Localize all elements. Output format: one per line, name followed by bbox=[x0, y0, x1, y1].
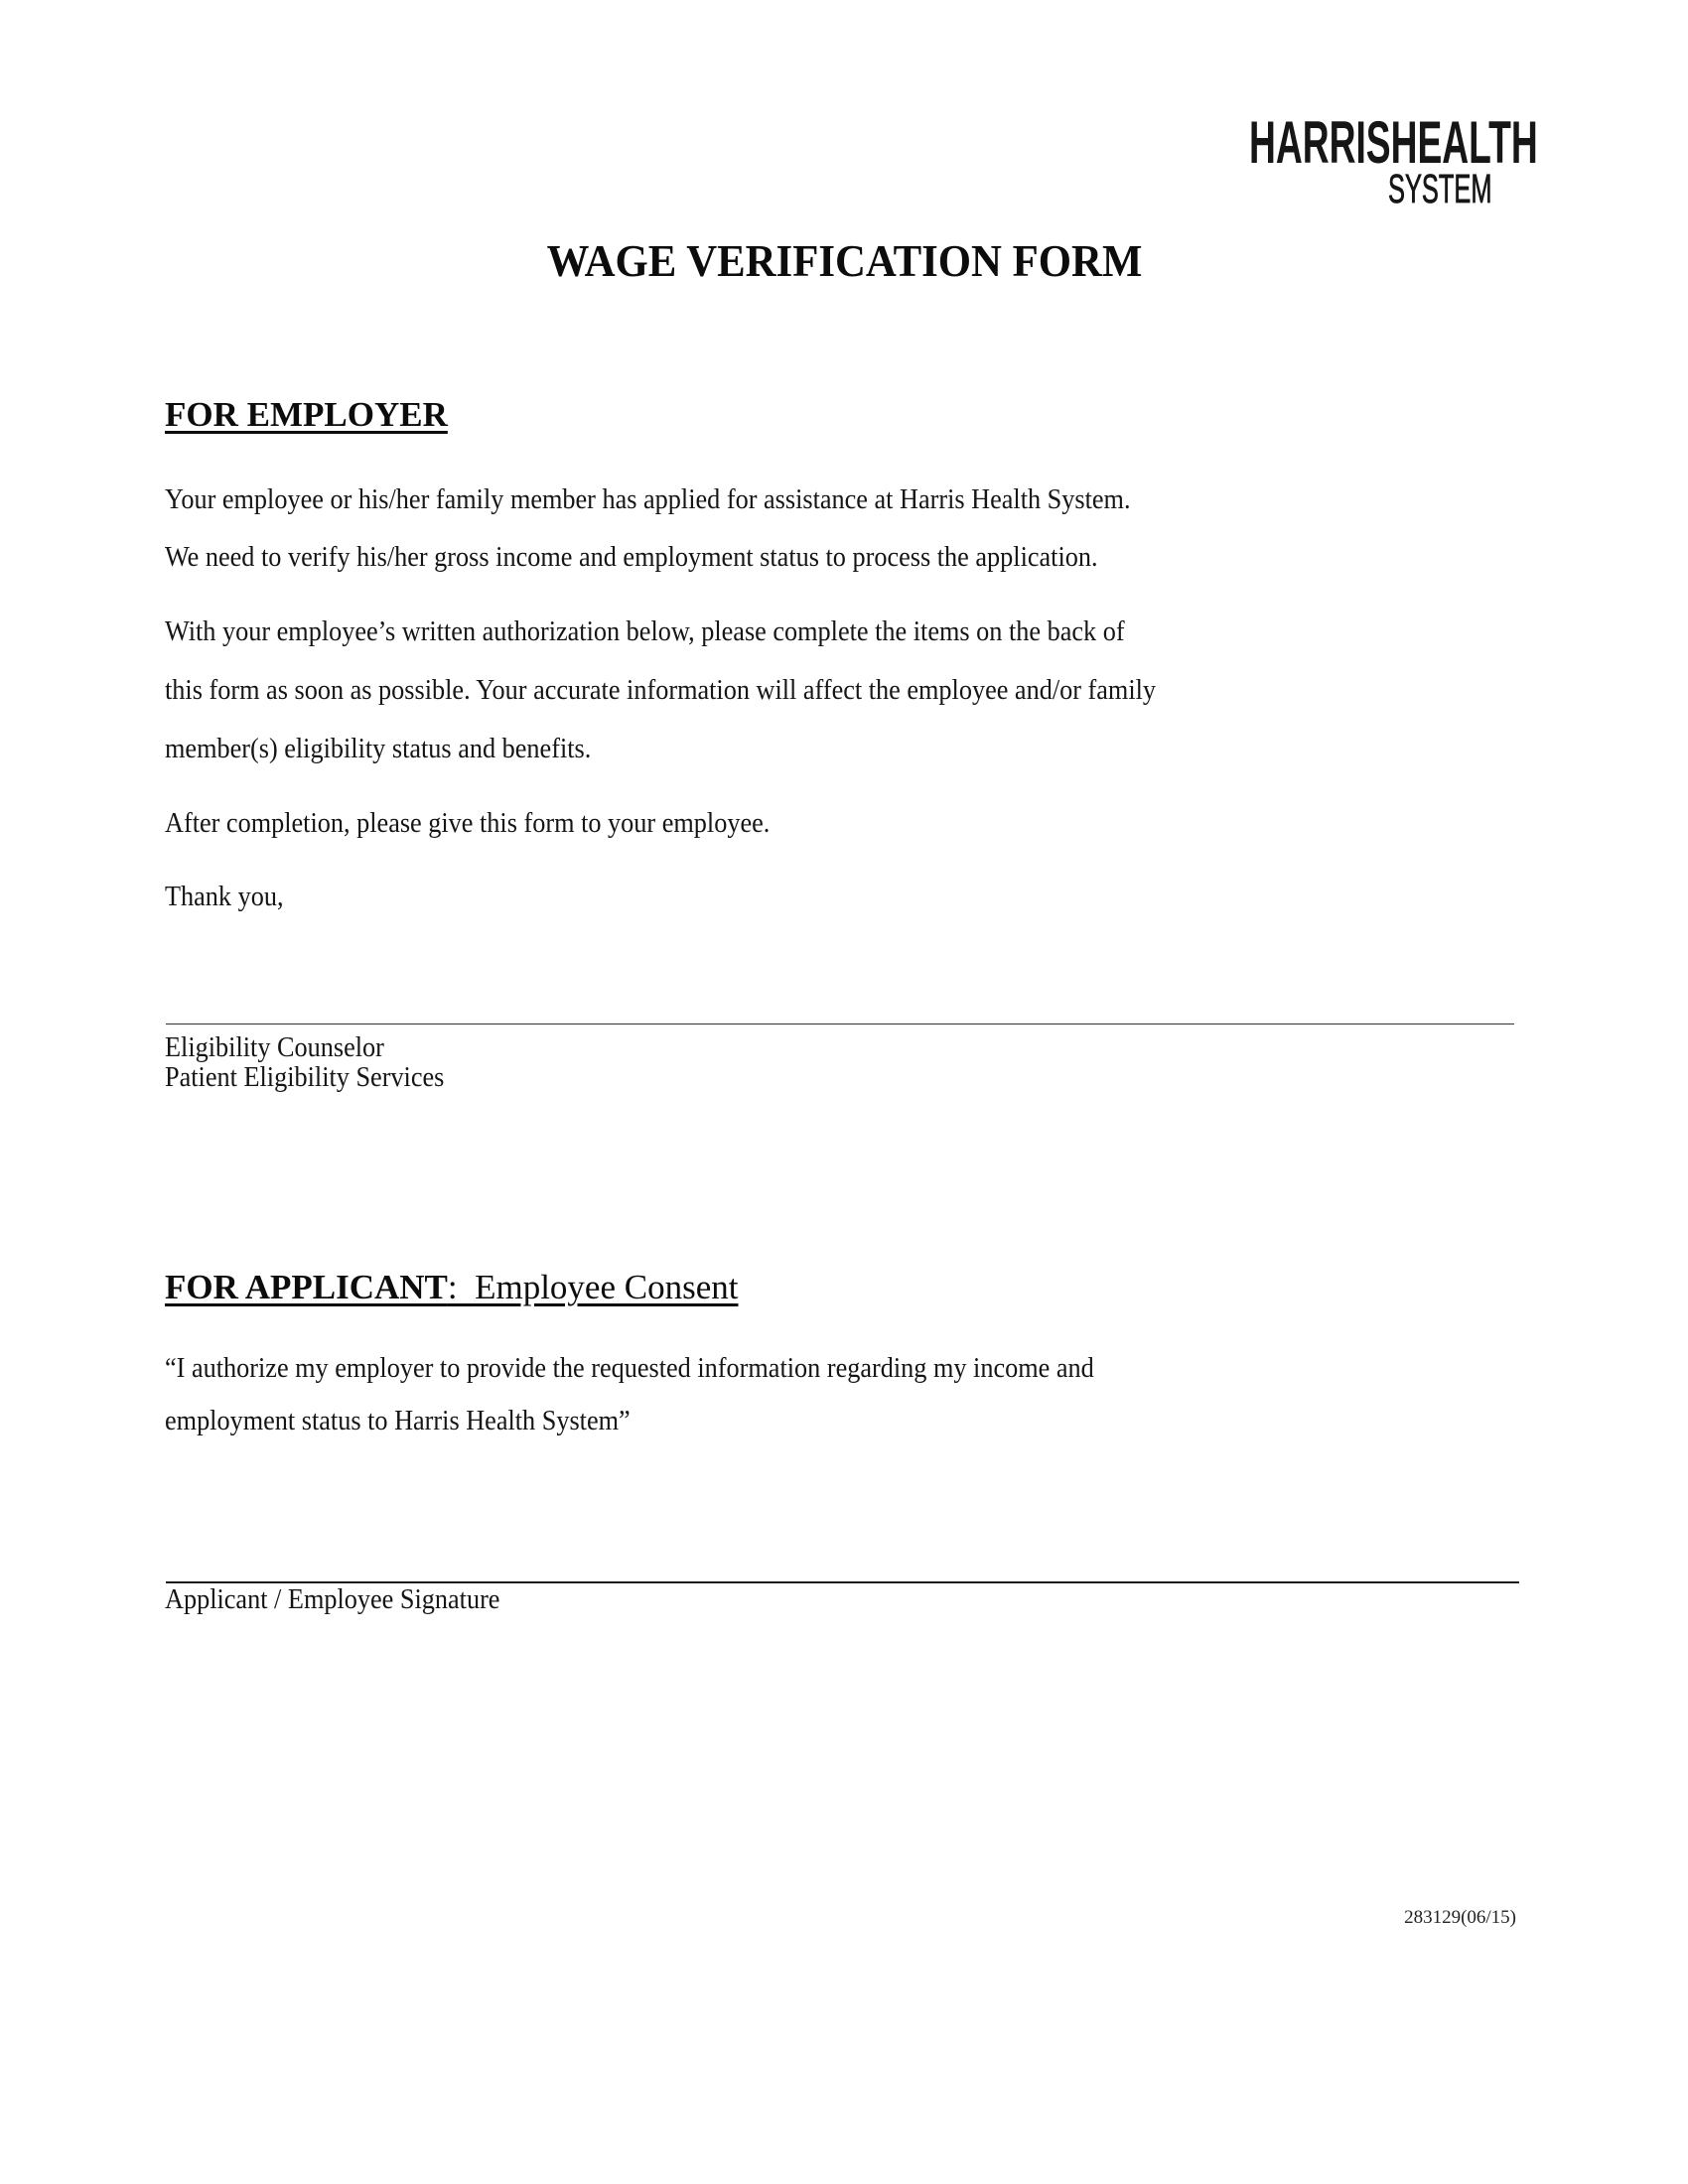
logo-subtitle: SYSTEM bbox=[1388, 166, 1492, 211]
employer-paragraph-3: After completion, please give this form to your employee. bbox=[165, 807, 771, 839]
applicant-heading-suffix: Employee Consent bbox=[475, 1268, 739, 1306]
applicant-heading-label: FOR APPLICANT bbox=[165, 1268, 448, 1306]
signatory-title: Eligibility Counselor bbox=[165, 1031, 384, 1063]
employer-paragraph-1-line-2: We need to verify his/her gross income and employment status to process the application. bbox=[165, 541, 1098, 573]
heading-spacer bbox=[458, 1268, 476, 1306]
page-title bbox=[0, 235, 1688, 286]
employer-paragraph-2-line-2: this form as soon as possible. Your accurate information will affect the employee and/or family bbox=[165, 674, 1157, 706]
applicant-heading-separator: : bbox=[447, 1268, 458, 1306]
form-code: 283129(06/15) bbox=[1404, 1907, 1516, 1928]
employer-paragraph-2-line-1: With your employee’s written authorization below, please complete the items on the back of bbox=[165, 615, 1125, 647]
consent-text-line-1: “I authorize my employer to provide the requested information regarding my income and bbox=[165, 1352, 1094, 1384]
signatory-department: Patient Eligibility Services bbox=[165, 1061, 445, 1093]
applicant-heading bbox=[165, 1270, 738, 1304]
employer-paragraph-2-line-3: member(s) eligibility status and benefits. bbox=[165, 733, 592, 764]
employer-paragraph-1-line-1: Your employee or his/her family member has applied for assistance at Harris Health System. bbox=[165, 483, 1131, 515]
consent-text-line-2: employment status to Harris Health System” bbox=[165, 1405, 631, 1436]
applicant-signature-label: Applicant / Employee Signature bbox=[165, 1583, 500, 1615]
employer-heading: FOR EMPLOYER bbox=[165, 395, 448, 434]
logo-wordmark: HARRISHEALTH bbox=[1249, 109, 1538, 176]
closing-text: Thank you, bbox=[165, 881, 284, 912]
page-title-text: WAGE VERIFICATION FORM bbox=[546, 235, 1142, 286]
